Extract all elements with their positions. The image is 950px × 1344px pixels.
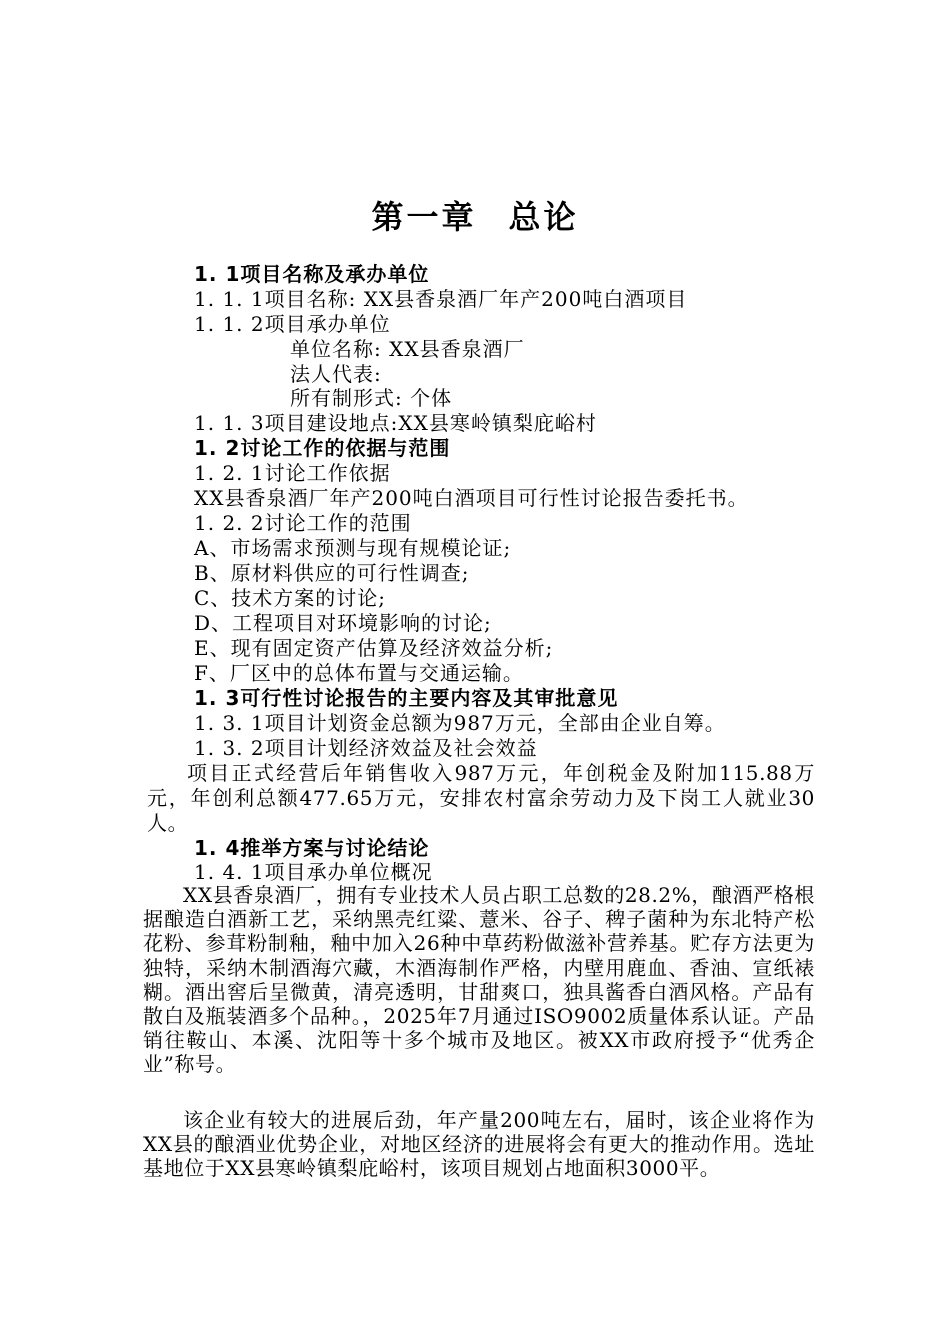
section-1-1-2: 1. 1. 2项目承办单位	[194, 312, 391, 336]
scope-item: F、厂区中的总体布置与交通运输。	[194, 661, 524, 685]
ownership-form: 所有制形式: 个体	[290, 386, 453, 410]
section-1-4-1: 1. 4. 1项目承办单位概况	[194, 860, 433, 884]
scope-item: B、原材料供应的可行性调查;	[194, 561, 470, 585]
section-1-2-2: 1. 2. 2讨论工作的范围	[194, 511, 412, 535]
legal-representative: 法人代表:	[290, 362, 382, 386]
section-1-1-3: 1. 1. 3项目建设地点:XX县寒岭镇梨庇峪村	[194, 411, 597, 435]
section-1-2-1: 1. 2. 1讨论工作依据	[194, 461, 391, 485]
scope-item: E、现有固定资产估算及经济效益分析;	[194, 636, 554, 660]
scope-item: D、工程项目对环境影响的讨论;	[194, 611, 492, 635]
section-1-1-heading: 1. 1项目名称及承办单位	[194, 262, 430, 286]
benefit-paragraph: 项目正式经营后年销售收入987万元，年创税金及附加115.88万元，年创利总额477.65万元，安排农村富余劳动力及下岗工人就业30人。	[147, 761, 815, 835]
scope-item: C、技术方案的讨论;	[194, 586, 387, 610]
chapter-name: 总论	[508, 198, 579, 236]
section-1-4-heading: 1. 4推举方案与讨论结论	[194, 836, 430, 860]
chapter-number: 第一章	[371, 198, 477, 236]
unit-name: 单位名称: XX县香泉酒厂	[290, 337, 525, 361]
chapter-title	[0, 192, 950, 238]
section-1-1-1: 1. 1. 1项目名称: XX县香泉酒厂年产200吨白酒项目	[194, 287, 688, 311]
scope-item: A、市场需求预测与现有规模论证;	[194, 536, 512, 560]
section-1-3-1: 1. 3. 1项目计划资金总额为987万元，全部由企业自筹。	[194, 711, 726, 735]
section-1-2-heading: 1. 2讨论工作的依据与范围	[194, 436, 451, 460]
development-paragraph: 该企业有较大的进展后劲，年产量200吨左右，届时，该企业将作为XX县的酿酒业优势企业，对地区经济的进展将会有更大的推动作用。选址基地位于XX县寒岭镇梨庇峪村，该项目规划占地面积3000平。	[143, 1108, 815, 1181]
research-basis: XX县香泉酒厂年产200吨白酒项目可行性讨论报告委托书。	[194, 486, 749, 510]
section-1-3-heading: 1. 3可行性讨论报告的主要内容及其审批意见	[194, 686, 619, 710]
section-1-3-2: 1. 3. 2项目计划经济效益及社会效益	[194, 736, 538, 760]
company-overview-paragraph: XX县香泉酒厂，拥有专业技术人员占职工总数的28.2%，酿酒严格根据酿造白酒新工艺，采纳黑壳红粱、薏米、谷子、稗子菌种为东北特产松花粉、参茸粉制釉，釉中加入26种中草药粉做滋补营养基。贮存方法更为独特，采纳木制酒海穴藏，木酒海制作严格，内壁用鹿血、香油、宣纸裱糊。酒出窖后呈微黄，清亮透明，甘甜爽口，独具酱香白酒风格。产品有散白及瓶装酒多个品种。，2025年7月通过ISO9002质量体系认证。产品销往鞍山、本溪、沈阳等十多个城市及地区。被XX市政府授予“优秀企业”称号。	[143, 883, 815, 1077]
